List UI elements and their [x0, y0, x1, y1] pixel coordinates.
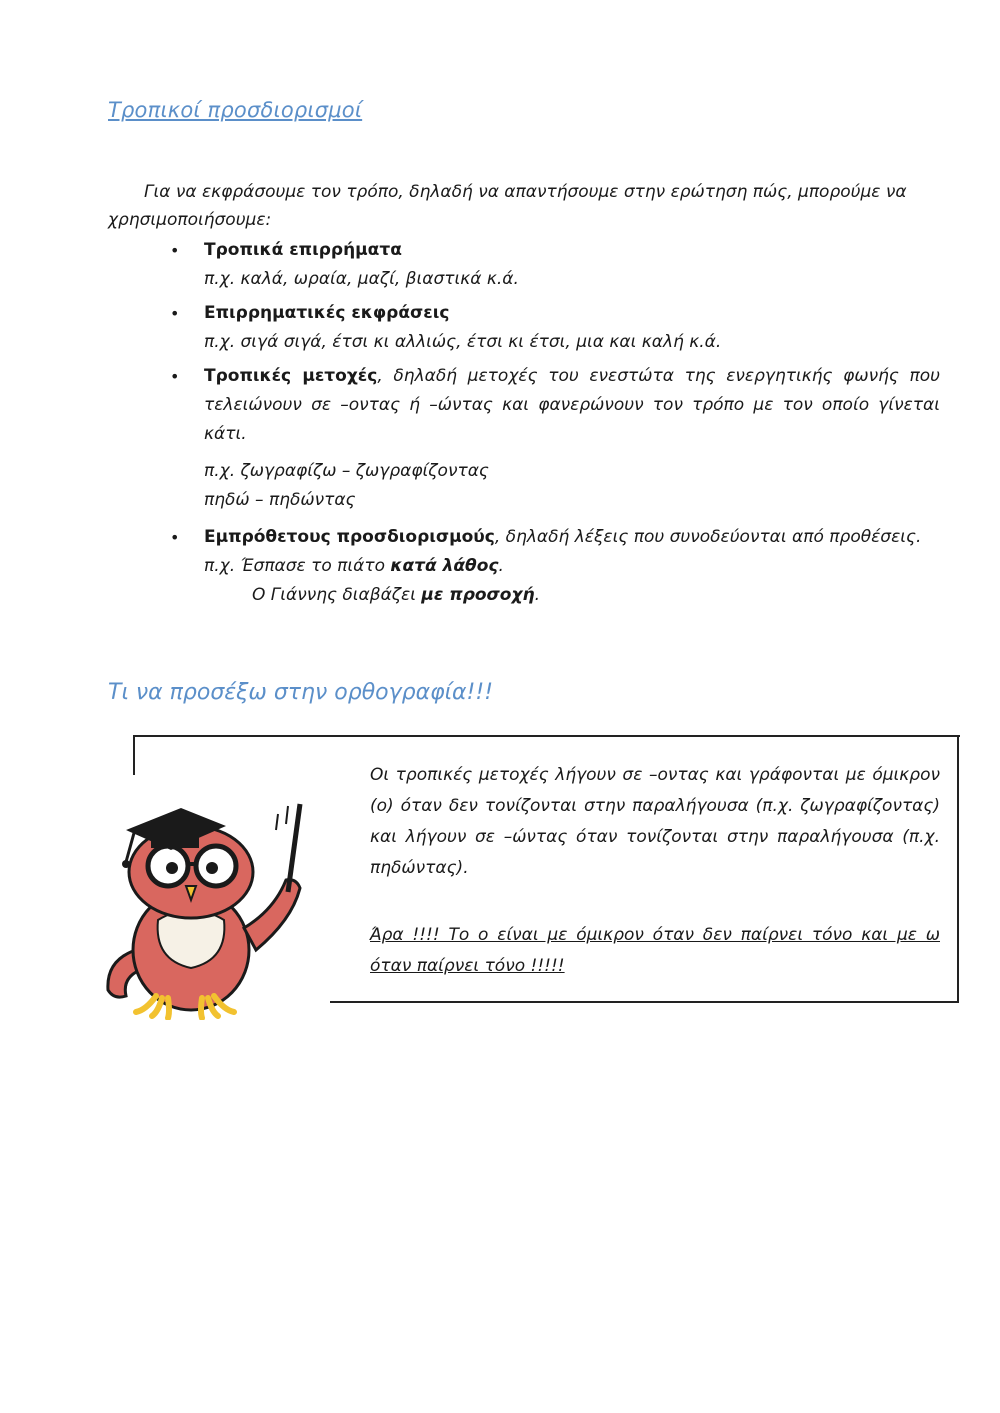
- item-example: π.χ. Έσπασε το πιάτο κατά λάθος.: [204, 556, 504, 576]
- page-title: Τροπικοί προσδιορισμοί: [108, 98, 363, 122]
- item-example: πηδώ – πηδώντας: [204, 490, 356, 510]
- bullet-icon: •: [170, 367, 180, 386]
- item-term: Τροπικές μετοχές: [204, 366, 378, 386]
- owl-teacher-icon: [96, 800, 326, 1020]
- item-description: , δηλαδή μετοχές του ενεστώτα της ενεργητικής φωνής που τελειώνουν σε –οντας ή –ώντας και φανερώνουν τον τρόπο με τον οποίο γίνεται κάτι.: [204, 366, 940, 444]
- note-box-border-right: [957, 735, 959, 1003]
- intro-paragraph: [108, 178, 938, 234]
- note-conclusion: Άρα !!!! Το ο είναι με όμικρον όταν δεν παίρνει τόνο και με ω όταν παίρνει τόνο !!!!!: [370, 925, 940, 976]
- list-item: [168, 299, 940, 362]
- item-term: Τροπικά επιρρήματα: [204, 240, 402, 260]
- intro-text: Για να εκφράσουμε τον τρόπο, δηλαδή να απαντήσουμε στην ερώτηση πώς, μπορούμε να χρησιμοποιήσουμε:: [108, 182, 907, 230]
- note-text: Οι τροπικές μετοχές λήγουν σε –οντας και γράφονται με όμικρον (ο) όταν δεν τονίζονται στην παραλήγουσα (π.χ. ζωγραφίζοντας) και λήγουν σε –ώντας όταν τονίζονται στην παραλήγουσα (π.χ. πηδώντας).: [370, 765, 940, 878]
- item-example: π.χ. σιγά σιγά, έτσι κι αλλιώς, έτσι κι έτσι, μια και καλή κ.ά.: [204, 332, 722, 352]
- note-box-border-bottom: [330, 1001, 959, 1003]
- list-item: [168, 523, 940, 610]
- item-description: , δηλαδή λέξεις που συνοδεύονται από προθέσεις.: [494, 527, 922, 547]
- list-item: [168, 362, 940, 523]
- bullet-icon: •: [170, 241, 180, 260]
- list-item: [168, 236, 940, 299]
- bullet-icon: •: [170, 304, 180, 323]
- note-box-border-left: [133, 735, 135, 775]
- item-term: Επιρρηματικές εκφράσεις: [204, 303, 450, 323]
- methods-list: [168, 236, 940, 610]
- item-example: π.χ. καλά, ωραία, μαζί, βιαστικά κ.ά.: [204, 269, 519, 289]
- item-term: Εμπρόθετους προσδιορισμούς: [204, 527, 495, 547]
- spelling-note: [370, 760, 940, 982]
- item-example: π.χ. ζωγραφίζω – ζωγραφίζοντας: [204, 461, 489, 481]
- section-subtitle: Τι να προσέξω στην ορθογραφία!!!: [108, 680, 494, 705]
- bullet-icon: •: [170, 528, 180, 547]
- note-box-border-top: [133, 735, 960, 737]
- item-example: Ο Γιάννης διαβάζει με προσοχή.: [252, 585, 540, 605]
